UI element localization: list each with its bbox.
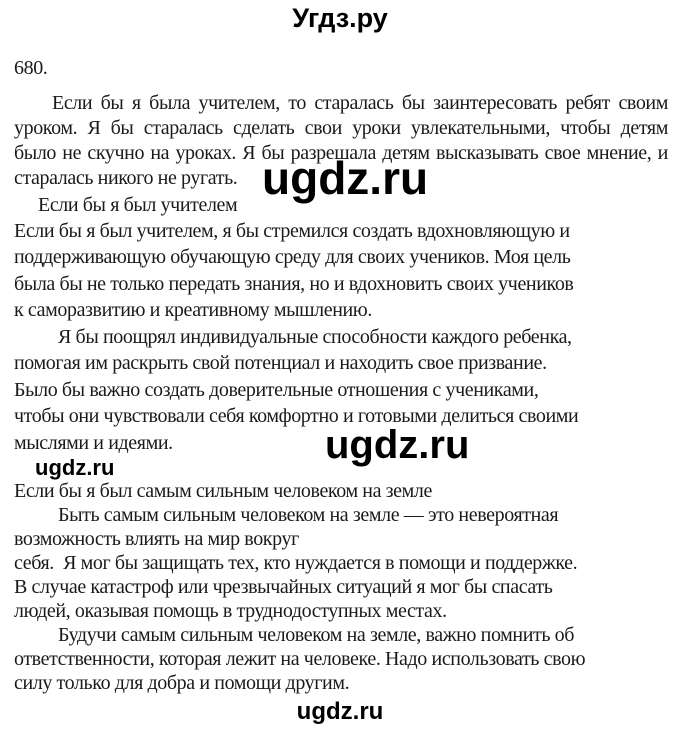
text-line: была бы не только передать знания, но и вдохновить своих учеников (14, 273, 574, 295)
watermark: ugdz.ru (35, 455, 115, 480)
text-line: помогая им раскрыть свой потенциал и находить свое призвание. (14, 352, 547, 374)
text-line: силу только для добра и помощи другим. (14, 672, 350, 694)
text-line: ответственности, которая лежит на человеке. Надо использовать свою (14, 648, 586, 670)
text-line: себя. Я мог бы защищать тех, кто нуждается в помощи и поддержке. (14, 552, 578, 574)
task-number: 680. (14, 57, 48, 79)
watermark-footer: ugdz.ru (296, 698, 384, 725)
text-line: Будучи самым сильным человеком на земле, важно помнить об (58, 624, 575, 646)
text-line: уроком. Я бы старалась сделать свои уроки увлекательными, чтобы детям (14, 117, 668, 139)
watermark: ugdz.ru (325, 423, 470, 467)
text-line: было не скучно на уроках. Я бы разрешала детям высказывать свое мнение, и (14, 142, 668, 164)
watermark: ugdz.ru (262, 152, 429, 204)
text-line: Я бы поощрял индивидуальные способности каждого ребенка, (58, 326, 572, 348)
text-line: Если бы я была учителем, то старалась бы заинтересовать ребят своим (52, 92, 668, 114)
essay-title: Если бы я был учителем (38, 194, 238, 216)
text-line: В случае катастроф или чрезвычайных ситуаций я мог бы спасать (14, 576, 553, 598)
site-title: Угдз.ру (292, 3, 388, 33)
essay-title: Если бы я был самым сильным человеком на земле (14, 480, 432, 502)
text-line: Было бы важно создать доверительные отношения с учениками, (14, 379, 539, 401)
text-line: старалась никого не ругать. (14, 167, 238, 189)
text-line: Быть самым сильным человеком на земле — это невероятная (58, 504, 559, 526)
text-line: мыслями и идеями. (14, 432, 173, 454)
text-line: Если бы я был учителем, я бы стремился создать вдохновляющую и (14, 220, 570, 242)
text-line: чтобы они чувствовали себя комфортно и готовыми делиться своими (14, 405, 579, 427)
text-line: возможность влиять на мир вокруг (14, 528, 299, 550)
text-line: к саморазвитию и креативному мышлению. (14, 299, 372, 321)
text-line: поддерживающую обучающую среду для своих учеников. Моя цель (14, 246, 571, 268)
text-line: людей, оказывая помощь в труднодоступных местах. (14, 600, 447, 622)
